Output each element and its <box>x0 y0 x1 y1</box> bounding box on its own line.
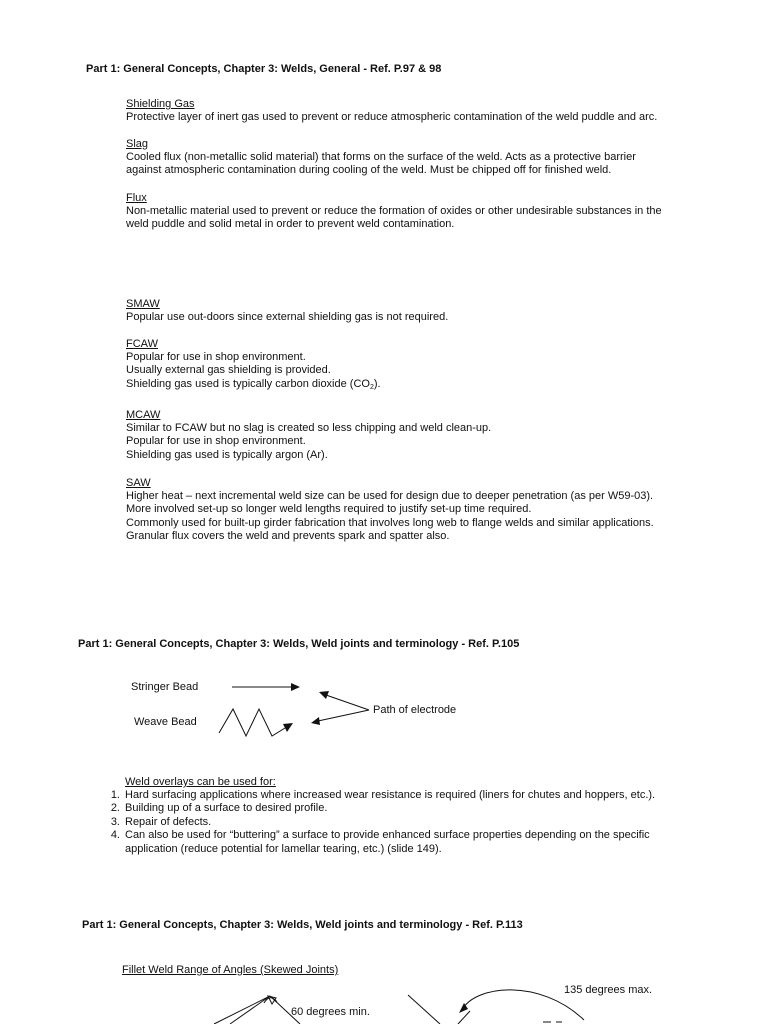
description-line: Usually external gas shielding is provided. <box>126 364 331 377</box>
fillet-weld-subtitle: Fillet Weld Range of Angles (Skewed Joints) <box>122 964 339 976</box>
list-line: Can also be used for “buttering” a surface to provide enhanced surface properties depending on the specific <box>125 829 650 842</box>
definition-line: Protective layer of inert gas used to prevent or reduce atmospheric contamination of the weld puddle and arc. <box>126 111 658 123</box>
term-title: Slag <box>126 138 149 150</box>
acute-joint-lines <box>214 996 300 1024</box>
description-line: Shielding gas used is typically argon (Ar). <box>126 448 328 461</box>
definition-line: weld puddle and solid metal in order to prevent weld contamination. <box>126 218 455 231</box>
weave-bead-label: Weave Bead <box>134 716 197 728</box>
list-line: Building up of a surface to desired profile. <box>125 802 328 815</box>
max-angle-label: 135 degrees max. <box>564 984 653 996</box>
obtuse-angle-arc <box>459 990 584 1020</box>
overlays-title: Weld overlays can be used for: <box>125 776 276 788</box>
list-number: 1. <box>110 789 120 801</box>
min-angle-label: 60 degrees min. <box>291 1006 370 1018</box>
acute-angle-arc <box>264 996 277 1004</box>
list-line: application (reduce potential for lamellar tearing, etc.) (slide 149). <box>125 842 442 855</box>
description-line: Higher heat – next incremental weld size can be used for design due to deeper penetration (as per W59-03). <box>126 490 654 502</box>
list-number: 3. <box>110 815 120 828</box>
list-number: 2. <box>110 802 120 815</box>
term-title: Shielding Gas <box>126 98 195 110</box>
section2-heading: Part 1: General Concepts, Chapter 3: Welds, Weld joints and terminology - Ref. P.105 <box>78 638 520 650</box>
path-of-electrode-label: Path of electrode <box>373 704 457 716</box>
section3-heading: Part 1: General Concepts, Chapter 3: Welds, Weld joints and terminology - Ref. P.113 <box>82 919 523 931</box>
list-number: 4. <box>110 829 120 842</box>
section1-heading: Part 1: General Concepts, Chapter 3: Welds, General - Ref. P.97 & 98 <box>86 63 442 75</box>
definition-line: against atmospheric contamination during cooling of the weld. Must be chipped off for finished weld. <box>126 164 612 177</box>
co2-suffix: ). <box>373 377 381 390</box>
term-title: Flux <box>126 192 147 204</box>
process-title: SMAW <box>126 298 160 310</box>
obtuse-joint-lines <box>408 995 470 1024</box>
process-title: SAW <box>126 477 151 489</box>
description-line: More involved set-up so longer weld lengths required to justify set-up time required. <box>126 503 532 516</box>
process-title: FCAW <box>126 338 158 350</box>
description-line: Similar to FCAW but no slag is created so less chipping and weld clean-up. <box>126 422 492 434</box>
description-line: Commonly used for built-up girder fabrication that involves long web to flange welds and similar applications. <box>126 516 654 529</box>
co2-subscript: 2 <box>369 383 374 391</box>
co2-prefix: Shielding gas used is typically carbon dioxide (CO <box>126 377 370 390</box>
description-line: Popular use out-doors since external shielding gas is not required. <box>126 311 449 323</box>
description-line: Popular for use in shop environment. <box>126 351 306 363</box>
description-line: Granular flux covers the weld and prevents spark and spatter also. <box>126 530 450 543</box>
definition-line: Non-metallic material used to prevent or reduce the formation of oxides or other undesirable substances in the <box>126 205 662 217</box>
description-line: Popular for use in shop environment. <box>126 435 306 448</box>
list-line: Repair of defects. <box>125 815 212 828</box>
stringer-bead-label: Stringer Bead <box>131 681 199 693</box>
process-title: MCAW <box>126 409 161 421</box>
definition-line: Cooled flux (non-metallic solid material) that forms on the surface of the weld. Acts as a protective barrier <box>126 151 636 163</box>
list-line: Hard surfacing applications where increased wear resistance is required (liners for chutes and hoppers, etc.). <box>125 789 656 801</box>
